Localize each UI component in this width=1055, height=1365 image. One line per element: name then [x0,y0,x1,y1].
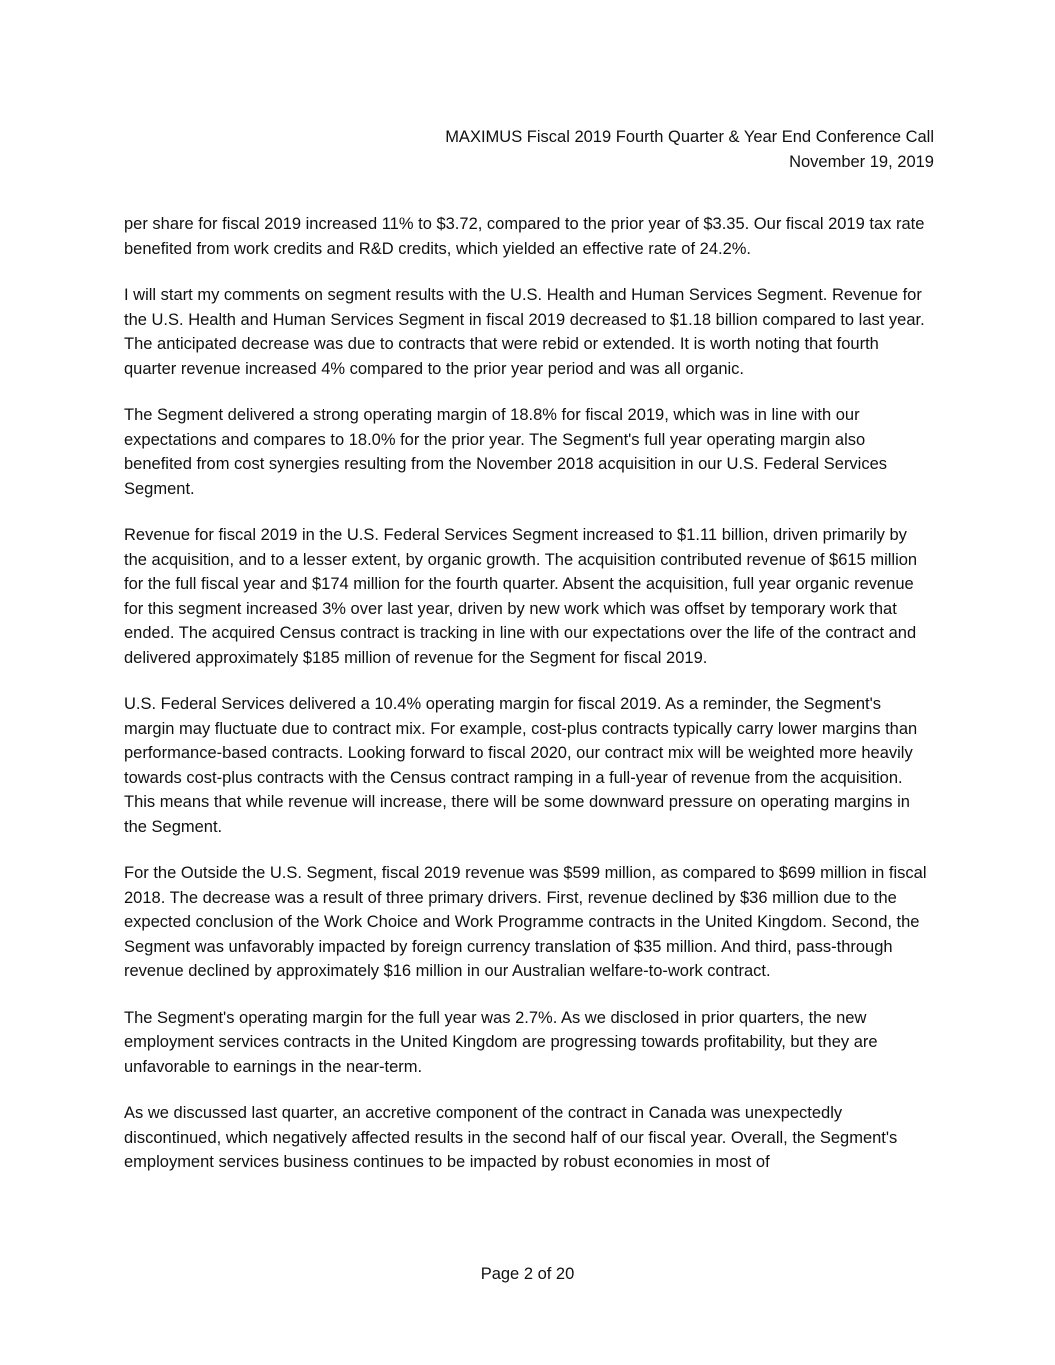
header-title: MAXIMUS Fiscal 2019 Fourth Quarter & Year End Conference Call [445,128,934,146]
page-number: Page 2 of 20 [480,1265,575,1283]
paragraph-federal-margin: U.S. Federal Services delivered a 10.4% operating margin for fiscal 2019. As a reminder, the Segment's margin may fluctuate due to contract mix. For example, cost-plus contracts typically carry lower margins than performance-based contracts. Looking forward to fiscal 2020, our contract mix will be weighted more heavily towards cost-plus contracts with the Census contract ramping in a full-year of revenue from the acquisition. This means that while revenue will increase, there will be some downward pressure on operating margins in the Segment. [124,695,918,836]
paragraph-outside-us-revenue: For the Outside the U.S. Segment, fiscal 2019 revenue was $599 million, as compared to $699 million in fiscal 2018. The decrease was a result of three primary drivers. First, revenue declined by $36 million due to the expected conclusion of the Work Choice and Work Programme contracts in the United Kingdom. Second, the Segment was unfavorably impacted by foreign currency translation of $35 million. And third, pass-through revenue declined by approximately $16 million in our Australian welfare-to-work contract. [124,864,927,980]
paragraph-canada-contract: As we discussed last quarter, an accretive component of the contract in Canada was unexpectedly discontinued, which negatively affected results in the second half of our fiscal year. Overall, the Segment's employment services business continues to be impacted by robust economies in most of [124,1104,898,1171]
paragraph-hhs-margin: The Segment delivered a strong operating margin of 18.8% for fiscal 2019, which was in line with our expectations and compares to 18.0% for the prior year. The Segment's full year operating margin also benefited from cost synergies resulting from the November 2018 acquisition in our U.S. Federal Services Segment. [124,406,888,498]
document-header [124,125,934,174]
header-date: November 19, 2019 [789,152,934,171]
paragraph-federal-revenue: Revenue for fiscal 2019 in the U.S. Federal Services Segment increased to $1.11 billion, driven primarily by the acquisition, and to a lesser extent, by organic growth. The acquisition contributed revenue of $615 million for the full fiscal year and $174 million for the fourth quarter. Absent the acquisition, full year organic revenue for this segment increased 3% over last year, driven by new work which was offset by temporary work that ended. The acquired Census contract is tracking in line with our expectations over the life of the contract and delivered approximately $185 million of revenue for the Segment for fiscal 2019. [124,526,918,667]
page-content [124,125,934,1197]
document-body [124,212,934,1175]
paragraph-outside-us-margin: The Segment's operating margin for the full year was 2.7%. As we disclosed in prior quarters, the new employment services contracts in the United Kingdom are progressing towards profitability, but they are unfavorable to earnings in the near-term. [124,1008,878,1076]
paragraph-eps-tax-rate: per share for fiscal 2019 increased 11% to $3.72, compared to the prior year of $3.35. Our fiscal 2019 tax rate benefited from work credits and R&D credits, which yielded an effective rate of 24.2%. [124,215,925,258]
paragraph-hhs-revenue: I will start my comments on segment results with the U.S. Health and Human Services Segment. Revenue for the U.S. Health and Human Services Segment in fiscal 2019 decreased to $1.18 billion compared to last year. The anticipated decrease was due to contracts that were rebid or extended. It is worth noting that fourth quarter revenue increased 4% compared to the prior year period and was all organic. [124,286,925,378]
